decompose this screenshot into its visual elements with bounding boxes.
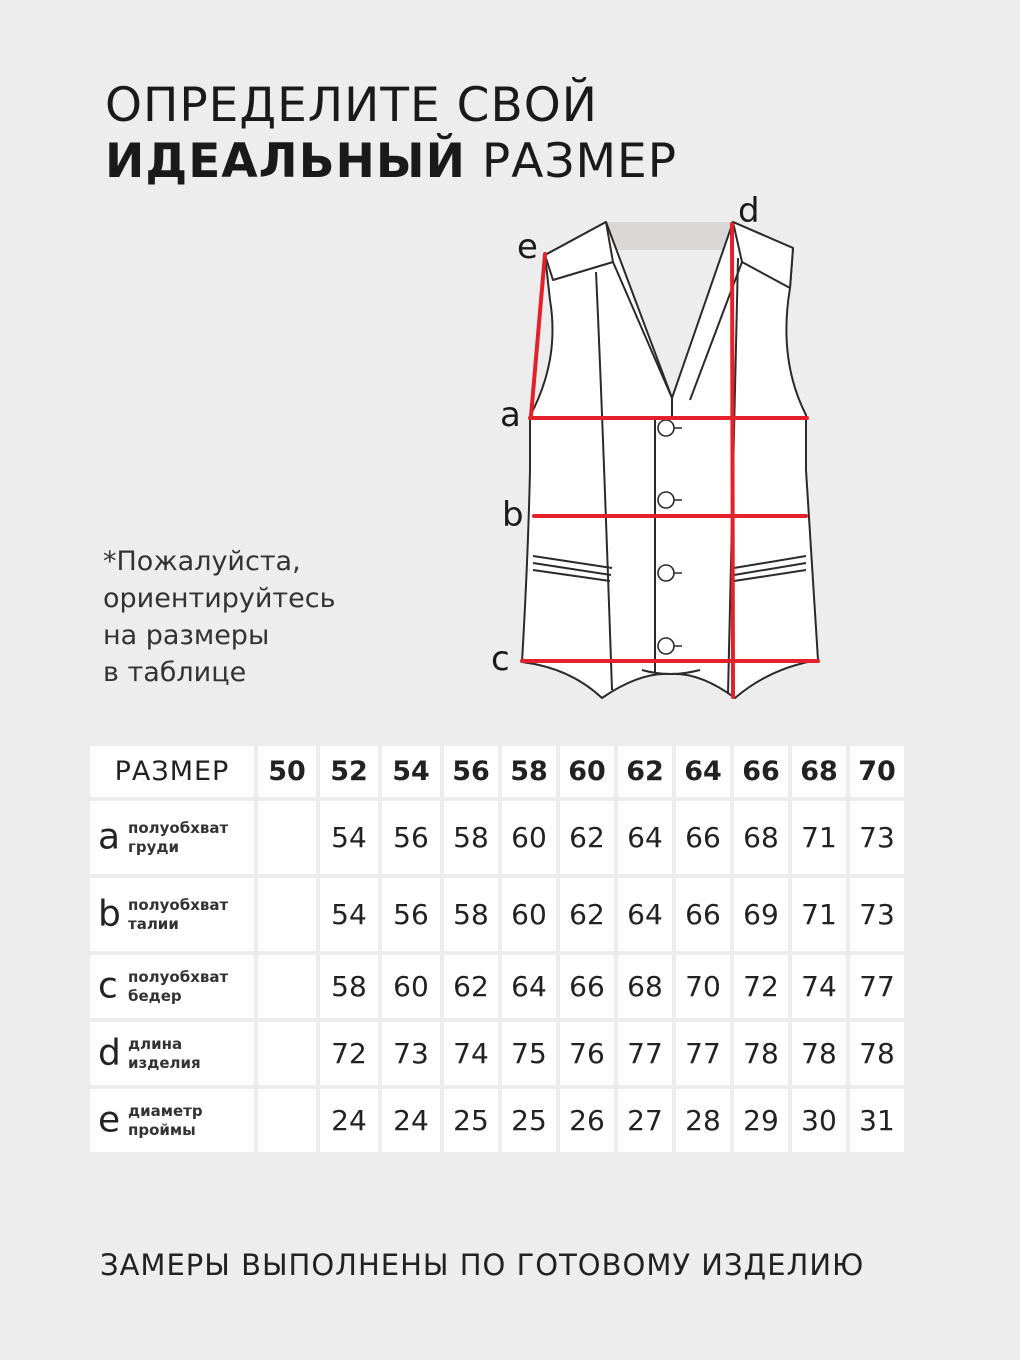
row-description-line: бедер [128,986,182,1005]
size-header-cell: 54 [382,746,440,797]
row-description-line: диаметр [128,1101,203,1120]
table-cell: 60 [502,801,556,874]
diagram-label-e: e [517,227,538,267]
table-cell: 60 [382,955,440,1018]
table-cell: 25 [444,1089,498,1152]
row-letter: d [98,1031,121,1073]
table-cell: 66 [676,878,730,951]
table-cell: 74 [792,955,846,1018]
table-cell [258,801,316,874]
table-cell: 29 [734,1089,788,1152]
table-cell: 58 [444,801,498,874]
row-description-line: груди [128,837,179,856]
table-cell: 64 [618,801,672,874]
table-cell: 66 [560,955,614,1018]
row-label [90,878,254,951]
diagram-label-b: b [502,495,524,535]
row-label [90,1022,254,1085]
table-cell: 62 [560,801,614,874]
size-header-cell: 52 [320,746,378,797]
table-cell: 54 [320,801,378,874]
vest-measurement-diagram [480,190,840,710]
table-cell: 68 [734,801,788,874]
row-description-line: талии [128,914,179,933]
table-cell: 73 [850,878,904,951]
table-cell: 54 [320,878,378,951]
size-table [86,742,908,1156]
note-line: *Пожалуйста, [103,546,301,577]
diagram-label-c: c [491,639,510,679]
size-header-cell: 58 [502,746,556,797]
table-cell: 62 [444,955,498,1018]
size-header-cell: 60 [560,746,614,797]
table-cell: 28 [676,1089,730,1152]
note-line: в таблице [103,657,247,688]
table-cell: 71 [792,878,846,951]
row-letter: a [98,815,121,857]
table-cell: 66 [676,801,730,874]
size-header-cell: 50 [258,746,316,797]
size-header-cell: 62 [618,746,672,797]
table-cell [258,955,316,1018]
row-description-line: проймы [128,1120,196,1139]
row-description [128,1102,203,1140]
table-cell: 58 [320,955,378,1018]
table-cell: 68 [618,955,672,1018]
table-cell: 31 [850,1089,904,1152]
table-cell: 77 [850,955,904,1018]
size-header-cell: 56 [444,746,498,797]
table-cell: 62 [560,878,614,951]
table-cell: 60 [502,878,556,951]
row-letter: b [98,892,121,934]
table-row [90,1089,904,1152]
row-description [128,819,228,857]
row-description-line: длина [128,1034,183,1053]
row-description-line: изделия [128,1053,201,1072]
table-cell: 24 [320,1089,378,1152]
row-description [128,968,228,1006]
table-cell: 78 [792,1022,846,1085]
size-header-cell: 66 [734,746,788,797]
table-cell: 72 [320,1022,378,1085]
diagram-label-d: d [738,191,760,231]
table-row [90,878,904,951]
size-header-row [90,746,904,797]
table-row [90,955,904,1018]
title-bold-word: ИДЕАЛЬНЫЙ [105,134,466,189]
size-header-cell: 68 [792,746,846,797]
table-cell: 58 [444,878,498,951]
row-letter: c [98,964,118,1006]
title-line-2 [105,134,677,190]
size-note [103,543,403,691]
note-line: на размеры [103,620,270,651]
table-cell: 64 [618,878,672,951]
table-cell: 77 [618,1022,672,1085]
table-cell: 72 [734,955,788,1018]
table-cell: 71 [792,801,846,874]
title-line-1: ОПРЕДЕЛИТЕ СВОЙ [105,78,598,133]
page-title [105,78,677,190]
table-cell: 27 [618,1089,672,1152]
table-cell: 69 [734,878,788,951]
table-cell: 76 [560,1022,614,1085]
note-line: ориентируйтесь [103,583,336,614]
row-letter: e [98,1098,121,1140]
size-header-label: РАЗМЕР [90,746,254,797]
table-cell [258,1022,316,1085]
table-cell [258,1089,316,1152]
row-label [90,801,254,874]
table-cell: 25 [502,1089,556,1152]
row-description-line: полуобхват [128,818,229,837]
table-row [90,801,904,874]
table-cell: 73 [850,801,904,874]
table-cell: 77 [676,1022,730,1085]
table-cell: 64 [502,955,556,1018]
table-cell: 73 [382,1022,440,1085]
row-description-line: полуобхват [128,895,229,914]
row-description-line: полуобхват [128,967,229,986]
diagram-label-a: a [500,395,521,435]
size-header-cell: 64 [676,746,730,797]
row-description [128,1035,201,1073]
table-cell: 75 [502,1022,556,1085]
table-cell: 78 [734,1022,788,1085]
table-cell: 24 [382,1089,440,1152]
table-cell: 26 [560,1089,614,1152]
table-cell: 70 [676,955,730,1018]
row-description [128,896,228,934]
row-label [90,955,254,1018]
table-cell [258,878,316,951]
table-cell: 78 [850,1022,904,1085]
title-rest: РАЗМЕР [465,134,678,189]
table-cell: 74 [444,1022,498,1085]
footer-note: ЗАМЕРЫ ВЫПОЛНЕНЫ ПО ГОТОВОМУ ИЗДЕЛИЮ [100,1248,865,1282]
table-cell: 56 [382,878,440,951]
table-row [90,1022,904,1085]
table-cell: 56 [382,801,440,874]
row-label [90,1089,254,1152]
size-header-cell: 70 [850,746,904,797]
table-cell: 30 [792,1089,846,1152]
